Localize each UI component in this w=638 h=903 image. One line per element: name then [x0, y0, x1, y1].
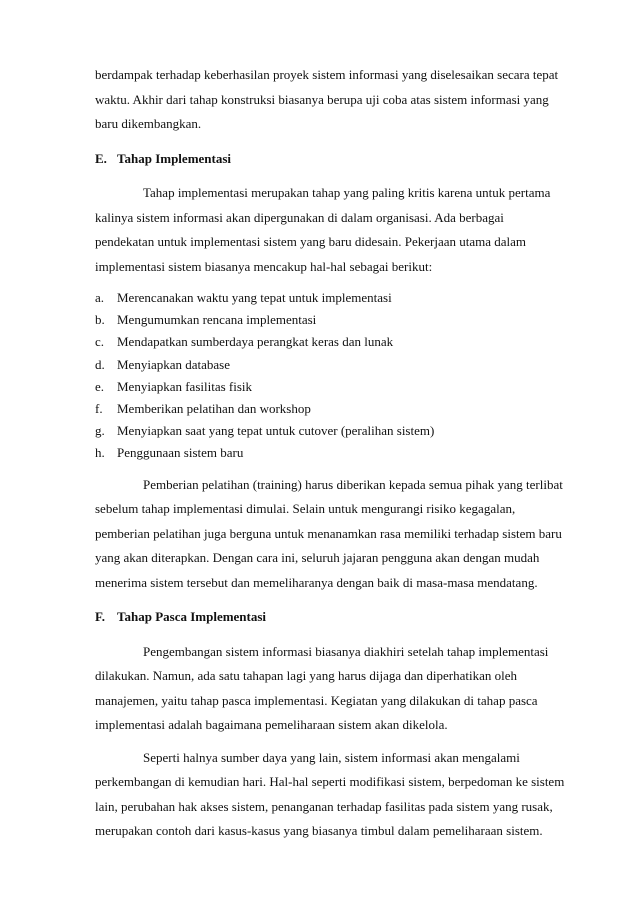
list-marker: d. — [95, 356, 105, 372]
section-f-heading — [95, 605, 565, 630]
implementation-task-list — [95, 287, 565, 465]
text-line: baru dikembangkan. — [95, 116, 202, 131]
text-line: implementasi adalah bagaimana pemeliharaan sistem akan dikelola. — [95, 717, 448, 733]
text-line: Pengembangan sistem informasi biasanya diakhiri setelah tahap implementasi — [143, 643, 549, 659]
list-marker: a. — [95, 290, 105, 305]
text-line: yang akan diterapkan. Dengan cara ini, seluruh jajaran pengguna akan dengan mudah — [95, 550, 540, 566]
list-item — [95, 376, 565, 398]
list-item — [95, 309, 565, 331]
page-content — [95, 63, 565, 852]
text-line: berdampak terhadap keberhasilan proyek sistem informasi yang diselesaikan secara tepat — [95, 67, 559, 82]
text-line: pendekatan untuk implementasi sistem yang baru didesain. Pekerjaan utama dalam — [95, 234, 527, 249]
list-item-text: Menyiapkan fasilitas fisik — [117, 378, 253, 394]
section-e-heading — [95, 147, 565, 172]
section-f-paragraph-1 — [95, 640, 565, 738]
section-f-paragraph-2 — [95, 746, 565, 844]
list-marker: c. — [95, 334, 105, 350]
text-line: perkembangan di kemudian hari. Hal-hal seperti modifikasi sistem, berpedoman ke sistem — [95, 774, 565, 790]
text-line: Pemberian pelatihan (training) harus diberikan kepada semua pihak yang terlibat — [143, 476, 563, 492]
list-item — [95, 398, 565, 420]
section-e-title: Tahap Implementasi — [117, 150, 232, 166]
list-marker: f. — [95, 401, 103, 417]
list-item-text: Penggunaan sistem baru — [117, 445, 244, 461]
text-line: pemberian pelatihan juga berguna untuk menanamkan rasa memiliki terhadap sistem baru — [95, 525, 562, 541]
list-item — [95, 331, 565, 353]
section-e-paragraph-2 — [95, 473, 565, 596]
text-line: sebelum tahap implementasi dimulai. Selain untuk mengurangi risiko kegagalan, — [95, 501, 516, 517]
text-line: implementasi sistem biasanya mencakup hal-hal sebagai berikut: — [95, 258, 433, 274]
list-item-text: Mendapatkan sumberdaya perangkat keras dan lunak — [117, 334, 394, 350]
section-e-paragraph-1 — [95, 181, 565, 279]
list-marker: h. — [95, 445, 105, 461]
text-line: dilakukan. Namun, ada satu tahapan lagi yang harus dijaga dan diperhatikan oleh — [95, 668, 517, 684]
text-line: kalinya sistem informasi akan dipergunakan di dalam organisasi. Ada berbagai — [95, 209, 504, 225]
section-f-number: F. — [95, 609, 105, 625]
list-marker: b. — [95, 312, 105, 328]
text-line: menerima sistem tersebut dan memeliharanya dengan baik di masa-masa mendatang. — [95, 574, 538, 590]
text-line: Seperti halnya sumber daya yang lain, sistem informasi akan mengalami — [143, 749, 520, 765]
list-marker: e. — [95, 378, 105, 394]
list-item — [95, 442, 565, 464]
list-marker: g. — [95, 423, 105, 439]
text-line: waktu. Akhir dari tahap konstruksi biasanya berupa uji coba atas sistem informasi yang — [95, 91, 549, 107]
list-item — [95, 354, 565, 376]
text-line: merupakan contoh dari kasus-kasus yang biasanya timbul dalam pemeliharaan sistem. — [95, 823, 543, 839]
section-f-title: Tahap Pasca Implementasi — [117, 609, 267, 625]
section-e-number: E. — [95, 150, 107, 166]
intro-paragraph — [95, 63, 565, 137]
list-item-text: Merencanakan waktu yang tepat untuk implementasi — [117, 290, 392, 305]
text-line: lain, perubahan hak akses sistem, penanganan terhadap fasilitas pada sistem yang rusak, — [95, 798, 553, 814]
list-item-text: Memberikan pelatihan dan workshop — [117, 401, 311, 417]
list-item-text: Mengumumkan rencana implementasi — [117, 312, 317, 328]
list-item-text: Menyiapkan saat yang tepat untuk cutover (peralihan sistem) — [117, 423, 435, 439]
list-item — [95, 287, 565, 309]
text-line: Tahap implementasi merupakan tahap yang paling kritis karena untuk pertama — [143, 185, 551, 200]
text-line: manajemen, yaitu tahap pasca implementasi. Kegiatan yang dilakukan di tahap pasca — [95, 692, 538, 708]
list-item-text: Menyiapkan database — [117, 356, 230, 372]
list-item — [95, 420, 565, 442]
